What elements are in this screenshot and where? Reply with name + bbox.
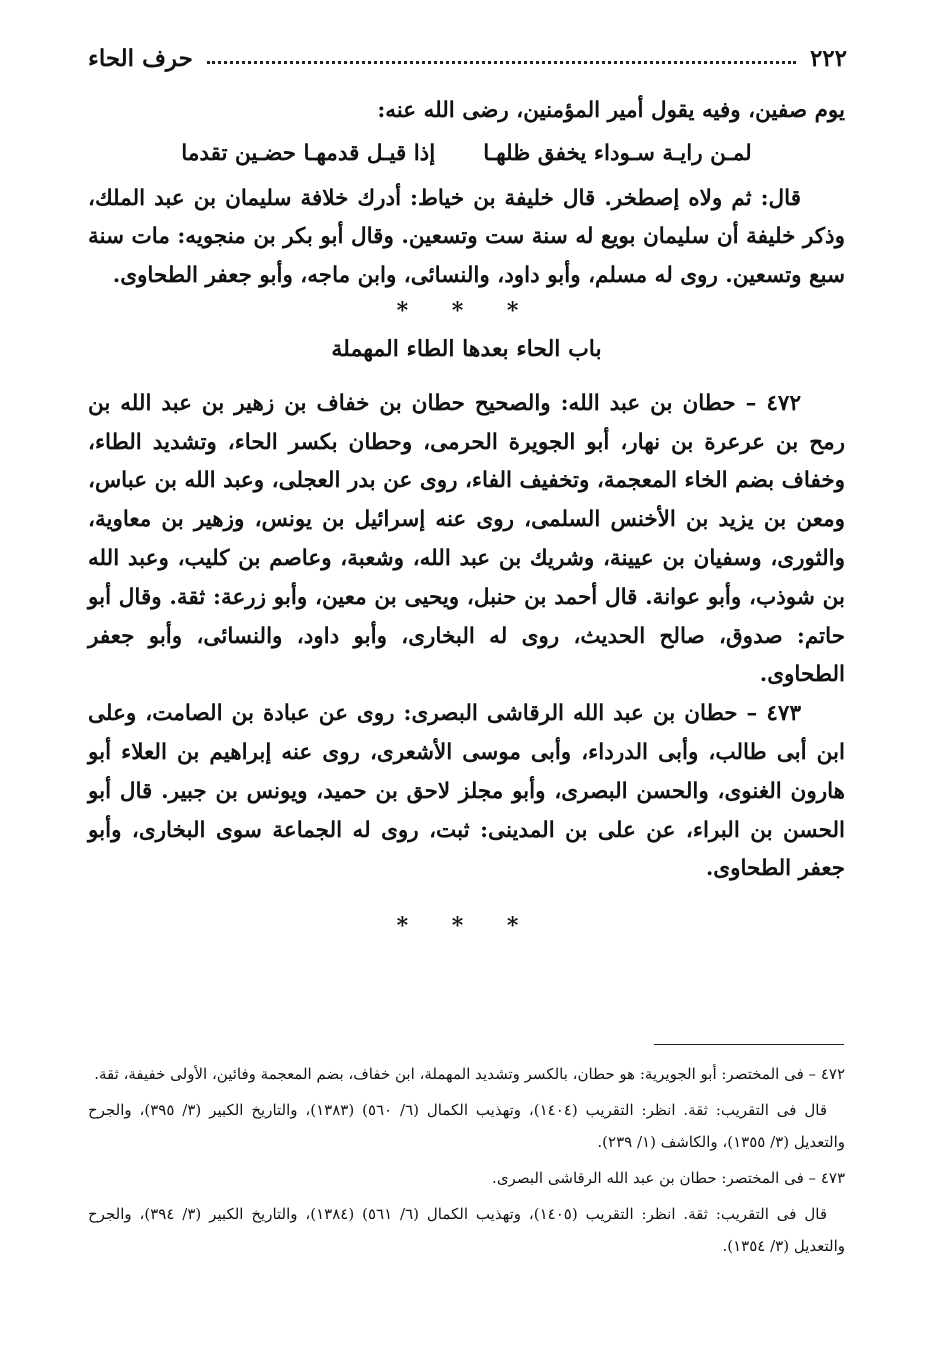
- footnote-rule: [654, 1044, 844, 1045]
- chapter-title: باب الحاء بعدها الطاء المهملة: [331, 335, 602, 362]
- running-header: [88, 38, 847, 78]
- entry-472: ٤٧٢ – حطان بن عبد الله: والصحيح حطان بن خفاف بن زهير بن عبد الله بن رمح بن عرعرة بن نهار، أبو الجويرة الحرمى، وحطان بكسر الحاء، وتشديد الطاء، وخفاف بضم الخاء المعجمة، وتخفيف الفاء، روى عن بدر العجلى، وعبد الله بن عباس، ومعن بن يزيد بن الأخنس السلمى، روى عنه إسرائيل بن يونس، وزهير بن معاوية، والثورى، وسفيان بن عيينة، وشريك بن عبد الله، وشعبة، وعاصم بن كليب، وعبد الله بن شوذب، وأبو عوانة. قال أحمد بن حنبل، ويحيى بن معين، وأبو زرعة: ثقة. وقال أبو حاتم: صدوق، صالح الحديث، روى له البخارى، وأبو داود، والنسائى، وأبو جعفر الطحاوى.: [88, 390, 845, 688]
- section-title: حرف الحاء: [88, 44, 193, 72]
- page-number: ٢٢٢: [809, 44, 847, 72]
- main-text: [88, 92, 845, 941]
- intro-line: يوم صفين، وفيه يقول أمير المؤمنين، رضى الله عنه:: [377, 98, 845, 123]
- verse-hemistich-1: لمـن رايـة سـوداء يخفق ظلهـا: [483, 140, 752, 166]
- footnote-472-references: قال فى التقريب: ثقة. انظر: التقريب (١٤٠٤)، وتهذيب الكمال (٦/ ٥٦٠) (١٣٨٣)، والتاريخ الكبير (٣/ ٣٩٥)، والجرح والتعديل (٣/ ١٣٥٥)، والكاشف (١/ ٢٣٩).: [88, 1101, 845, 1151]
- footnotes: [88, 1058, 845, 1266]
- entry-473: ٤٧٣ – حطان بن عبد الله الرقاشى البصرى: روى عن عبادة بن الصامت، وعلى ابن أبى طالب، وأبى الدرداء، وأبى موسى الأشعرى، روى عنه إبراهيم بن العلاء أبو هارون الغنوى، والحسن البصرى، وأبو مجلز لاحق بن حميد، ويونس بن جبير. قال أبو الحسن بن البراء، عن على بن المدينى: ثبت، روى له الجماعة سوى البخارى، وأبو جعفر الطحاوى.: [88, 701, 845, 882]
- header-dot-leader: [207, 61, 796, 64]
- footnote-472-summary: ٤٧٢ – فى المختصر: أبو الجويرية: هو حطان، بالكسر وتشديد المهملة، ابن خفاف، بضم المعجمة وفائين، الأولى خفيفة، ثقة.: [94, 1065, 845, 1083]
- paragraph-death: قال: ثم ولاه إصطخر. قال خليفة بن خياط: أدرك خلافة سليمان بن عبد الملك، وذكر خليفة أن سليمان بويع له سنة ست وتسعين. وقال أبو بكر بن منجويه: مات سنة سبع وتسعين. روى له مسلم، وأبو داود، والنسائى، وابن ماجه، وأبو جعفر الطحاوى.: [88, 185, 845, 289]
- footnote-473-summary: ٤٧٣ – فى المختصر: حطان بن عبد الله الرقاشى البصرى.: [492, 1169, 845, 1187]
- poem-verse: [88, 135, 845, 174]
- separator-stars-end: * * *: [396, 913, 537, 940]
- footnote-473-references: قال فى التقريب: ثقة. انظر: التقريب (١٤٠٥)، وتهذيب الكمال (٦/ ٥٦١) (١٣٨٤)، والتاريخ الكبير (٣/ ٣٩٤)، والجرح والتعديل (٣/ ١٣٥٤).: [88, 1205, 845, 1255]
- separator-stars: * * *: [396, 297, 537, 324]
- verse-hemistich-2: إذا قيـل قدمهـا حضـين تقدما: [181, 140, 436, 166]
